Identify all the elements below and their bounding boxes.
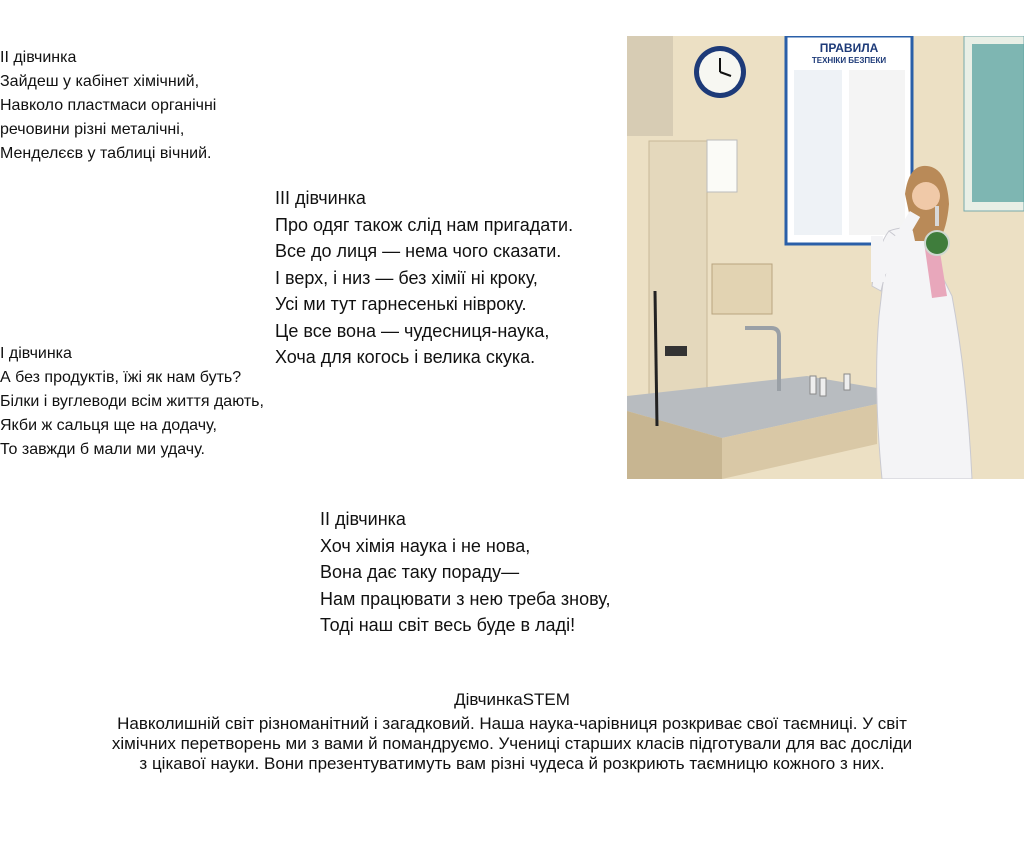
poster-title-2: ТЕХНІКИ БЕЗПЕКИ <box>811 56 887 65</box>
verse-1-line-1: Зайдеш у кабінет хімічний, <box>0 73 200 90</box>
wall-column <box>627 36 673 136</box>
clock-icon <box>694 46 746 98</box>
verse-2-line-3: І верх, і низ — без хімії ні кроку, <box>275 267 538 288</box>
verse-3-line-4: То завжди б мали ми удачу. <box>0 441 205 458</box>
verse-2-line-5: Це все вона — чудесниця-наука, <box>275 320 550 341</box>
verse-4-line-3: Нам працювати з нею треба знову, <box>320 588 611 609</box>
lab-photo <box>627 36 1024 479</box>
verse-3-line-2: Білки і вуглеводи всім життя дають, <box>0 393 264 410</box>
verse-3-line-1: А без продуктів, їжі як нам буть? <box>0 369 242 386</box>
footer-title: ДівчинкаSTEM <box>454 690 570 709</box>
verse-1-line-2: Навколо пластмаси органічні <box>0 97 217 114</box>
verse-3-line-3: Якби ж сальця ще на додачу, <box>0 417 217 434</box>
verse-4 <box>320 506 611 639</box>
verse-4-line-4: Тоді наш світ весь буде в ладі! <box>320 615 576 635</box>
verse-1-speaker: ІІ дівчинка <box>0 49 77 66</box>
lab-photo-illustration <box>627 36 1024 479</box>
footer-line-2: хімічних перетворень ми з вами й помандруємо. Учениці старших класів підготували для вас досліди <box>111 734 913 753</box>
notice-sheet <box>707 140 737 192</box>
verse-1-line-4: Менделєєв у таблиці вічний. <box>0 145 212 162</box>
wall-panel <box>712 264 772 314</box>
verse-2-speaker: ІІІ дівчинка <box>275 188 366 208</box>
periodic-table <box>964 36 1024 211</box>
verse-1-line-3: речовини різні металічні, <box>0 121 185 138</box>
verse-3 <box>0 342 264 462</box>
verse-2 <box>275 185 573 371</box>
verse-4-speaker: ІІ дівчинка <box>320 509 406 529</box>
footer-line-3: з цікавої науки. Вони презентуватимуть вам різні чудеса й розкриють таємницю кожного з них. <box>139 754 885 773</box>
verse-4-line-1: Хоч хімія наука і не нова, <box>320 535 531 556</box>
safety-poster <box>786 36 912 244</box>
verse-2-line-6: Хоча для когось і велика скука. <box>275 347 536 367</box>
verse-1 <box>0 46 216 166</box>
verse-2-line-4: Усі ми тут гарнесенькі нівроку. <box>275 294 527 314</box>
footer <box>30 690 994 774</box>
verse-4-line-2: Вона дає таку пораду— <box>320 562 520 582</box>
footer-line-1: Навколишній світ різноманітний і загадковий. Наша наука-чарівниця розкриває свої таємниці. У світ <box>117 714 907 733</box>
verse-3-speaker: І дівчинка <box>0 345 72 362</box>
verse-2-line-1: Про одяг також слід нам пригадати. <box>275 214 574 235</box>
verse-2-line-2: Все до лиця — нема чого сказати. <box>275 241 562 261</box>
poster-title-1: ПРАВИЛА <box>819 41 879 55</box>
